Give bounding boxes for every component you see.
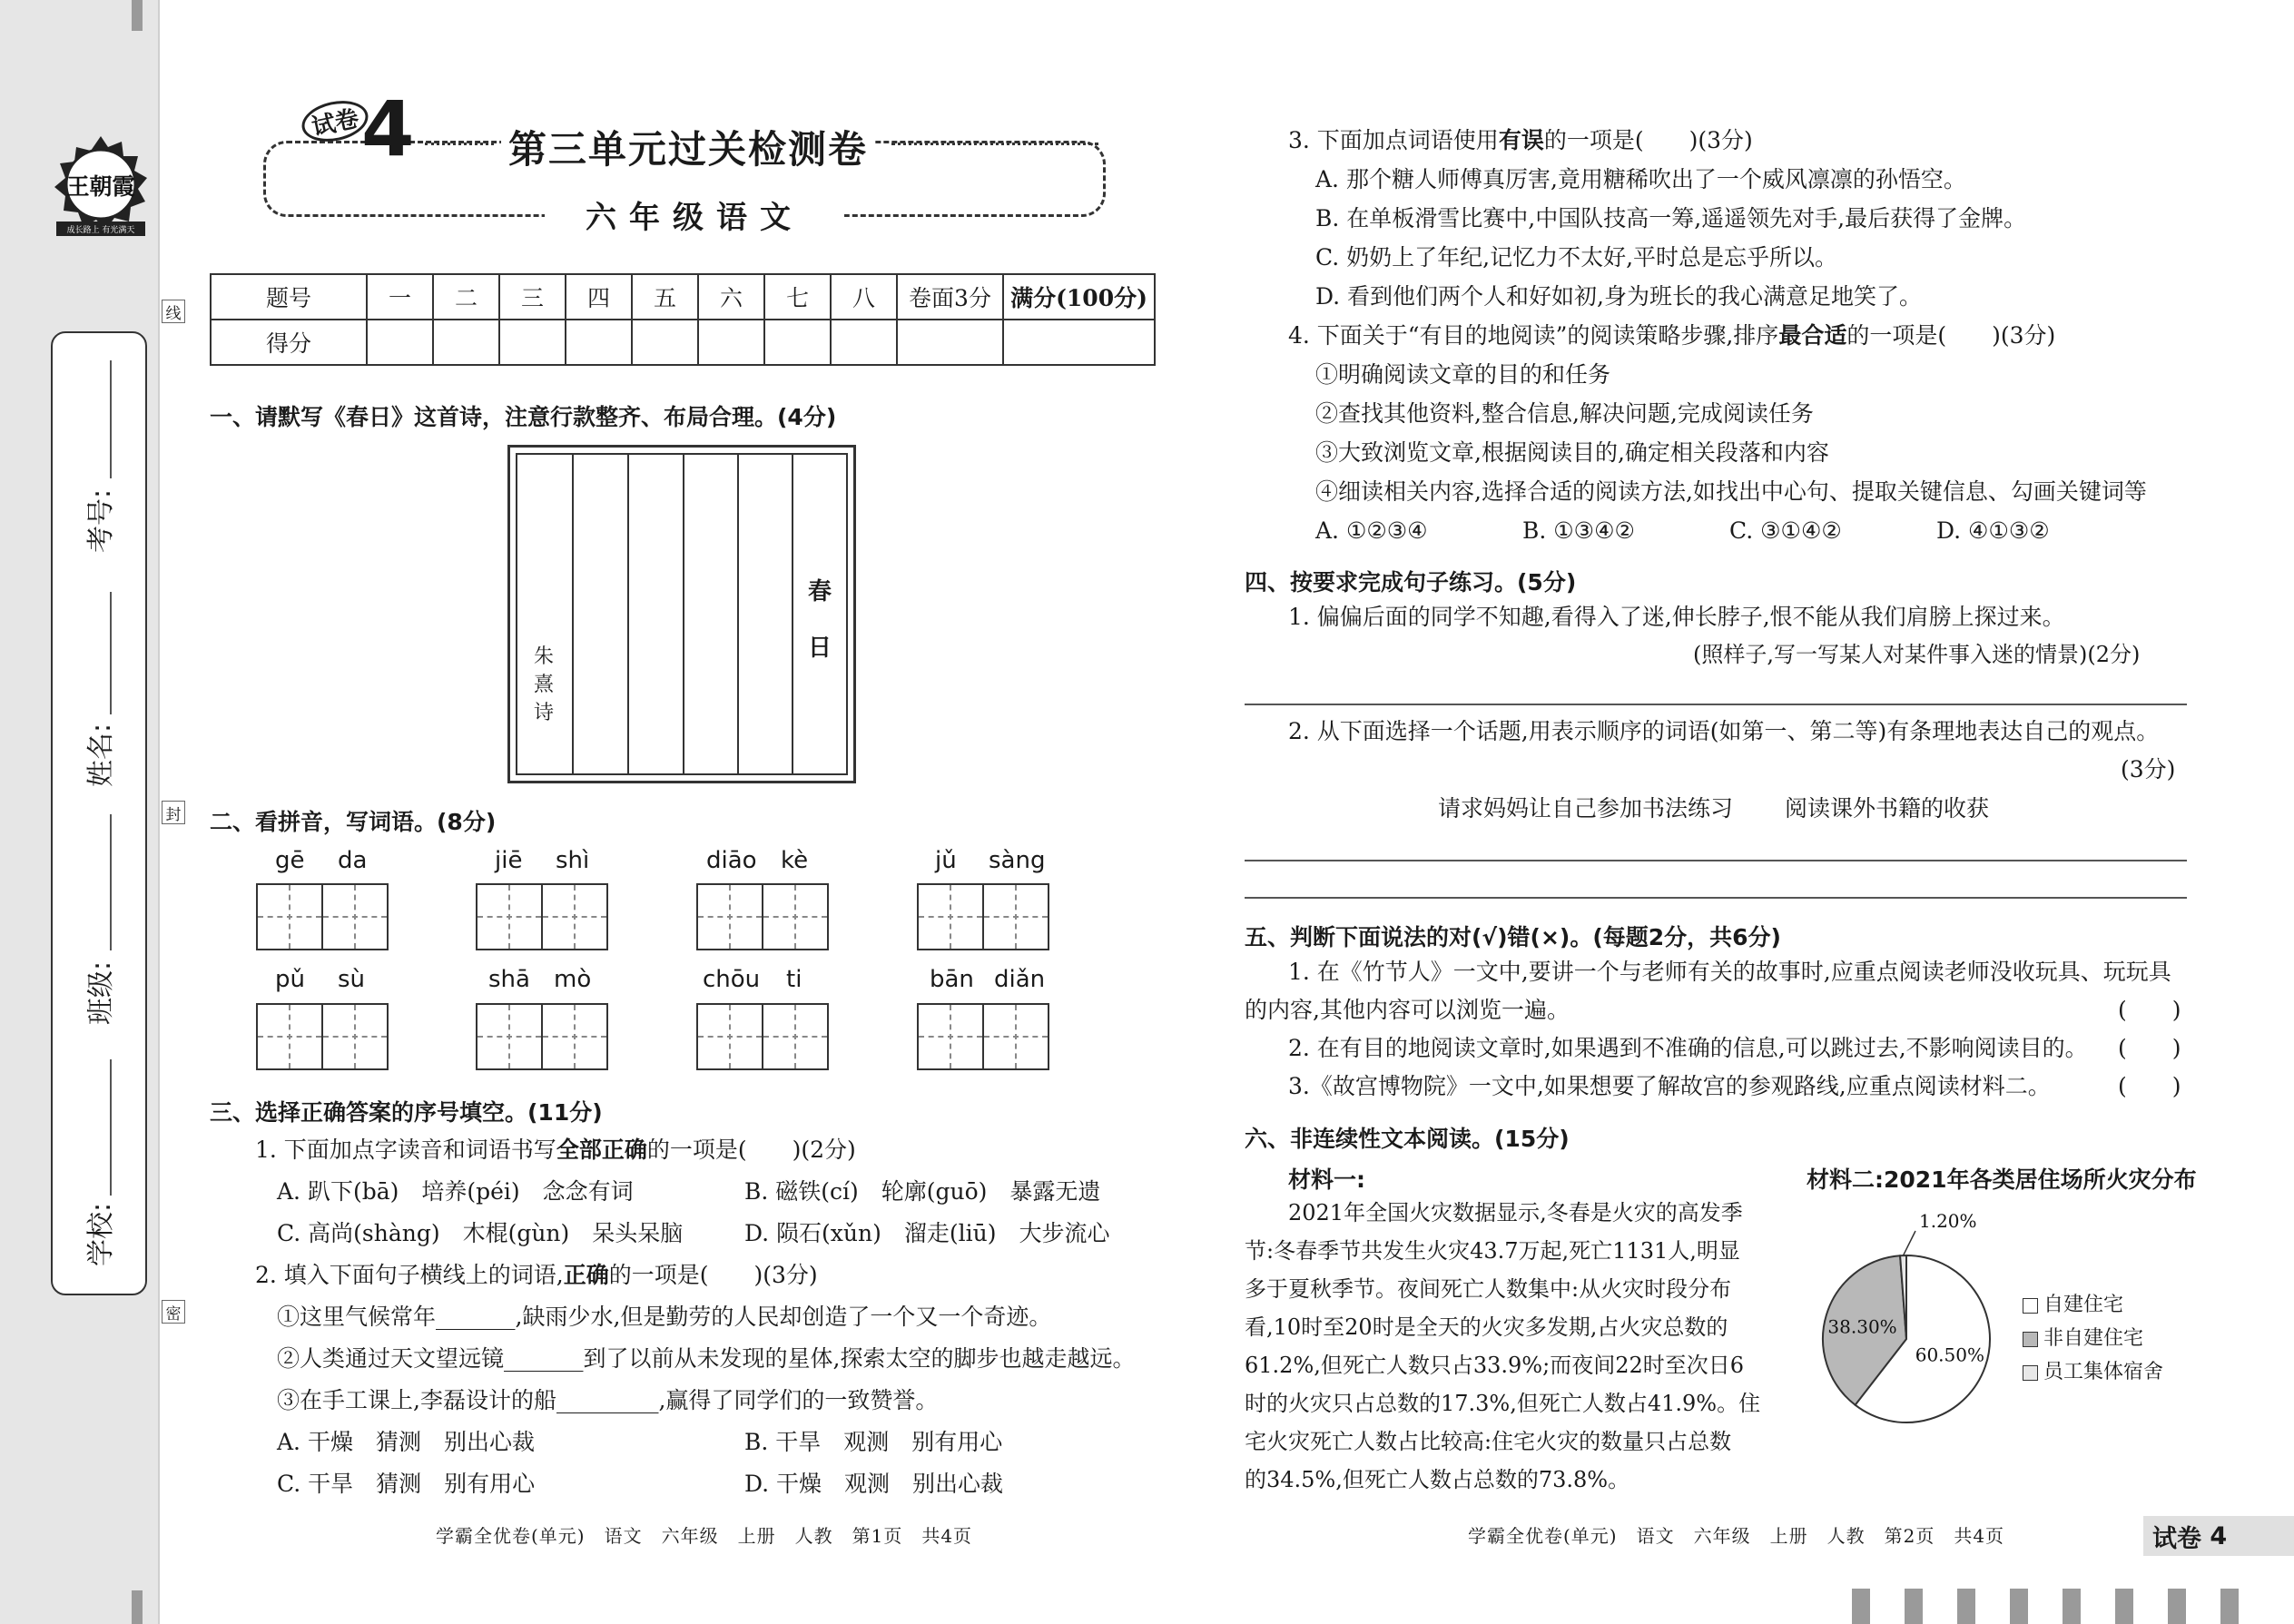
score-cell[interactable]: [897, 320, 1003, 365]
character-box[interactable]: [541, 883, 608, 950]
material-1-line: 看,10时至20时是全天的火灾多发期,占火灾总数的: [1245, 1314, 1728, 1340]
material-1-line: 时的火灾只占总数的17.3%,但死亡人数占41.9%。住: [1245, 1391, 1761, 1416]
character-box[interactable]: [476, 883, 543, 950]
q3-2-sentence-2: ②人类通过天文望远镜_______到了以前从未发现的星体,探索太空的脚步也越走越远。: [277, 1345, 1136, 1372]
paper-tab-label: 试卷: [2152, 1524, 2201, 1553]
score-cell[interactable]: [433, 320, 499, 365]
footer-right: 学霸全优卷(单元) 语文 六年级 上册 人教 第2页 共4页: [1468, 1525, 2005, 1547]
s4-q2-score: (3分): [2121, 756, 2176, 782]
legend-label: 非自建住宅: [2043, 1327, 2144, 1350]
legend-item: [2023, 1289, 2123, 1317]
pinyin-syllable: shì: [556, 847, 590, 874]
pie-data-label: 1.20%: [1919, 1210, 1977, 1232]
score-header-cell: 八: [831, 274, 897, 320]
stem-text: 2. 填入下面句子横线上的词语,: [255, 1262, 564, 1288]
pinyin-syllable: da: [338, 847, 368, 874]
paper-number: 4: [361, 84, 415, 173]
score-table: [210, 273, 1156, 366]
poem-author-char: 朱: [534, 645, 555, 668]
name-line: [110, 592, 112, 714]
pinyin-syllable: sàng: [989, 847, 1046, 874]
registration-mark: [2063, 1589, 2081, 1624]
material-1-line: 的34.5%,但死亡人数占总数的73.8%。: [1245, 1467, 1630, 1492]
character-box[interactable]: [256, 883, 323, 950]
poem-grid[interactable]: [507, 445, 856, 783]
section-6-heading: 六、非连续性文本阅读。(15分): [1245, 1126, 1570, 1152]
material-2-title: 材料二:2021年各类居住场所火灾分布: [1807, 1166, 2197, 1193]
q3-2-sentence-3: ③在手工课上,李磊设计的船_________,赢得了同学们的一致赞誉。: [277, 1387, 939, 1413]
score-header-cell: 卷面3分: [897, 274, 1003, 320]
page-subtitle: 六年级语文: [545, 192, 844, 237]
pinyin-syllable: chōu: [703, 966, 761, 993]
topic-option-1: 请求妈妈让自己参加书法练习: [1438, 795, 1734, 822]
pinyin-syllable: diāo: [706, 847, 757, 874]
section-1-heading: 一、请默写《春日》这首诗，注意行款整齐、布局合理。(4分): [210, 404, 837, 430]
registration-mark: [1852, 1589, 1870, 1624]
exam-number-line: [110, 360, 112, 478]
pie-data-label: 60.50%: [1915, 1343, 1985, 1366]
footer-left: 学霸全优卷(单元) 语文 六年级 上册 人教 第1页 共4页: [436, 1525, 973, 1547]
paper-tab: [2143, 1516, 2294, 1556]
option-d[interactable]: D. 陨石(xǔn) 溜走(liū) 大步流心: [744, 1220, 1110, 1246]
poem-title-char: 日: [808, 635, 832, 662]
stem-text: 3. 下面加点词语使用: [1288, 127, 1499, 153]
option-b[interactable]: B. 磁铁(cí) 轮廓(guō) 暴露无遗: [744, 1178, 1101, 1205]
pinyin-syllable: ti: [786, 966, 802, 993]
option-b[interactable]: B. 在单板滑雪比赛中,中国队技高一筹,遥遥领先对手,最后获得了金牌。: [1315, 205, 2027, 231]
legend-item: [2023, 1323, 2143, 1351]
s5-q3: 3.《故宫博物院》一文中,如果想要了解故宫的参观路线,应重点阅读材料二。: [1288, 1073, 2051, 1099]
option-d[interactable]: D. 干燥 观测 别出心裁: [744, 1471, 1004, 1497]
character-box[interactable]: [982, 883, 1049, 950]
cut-label-line: 线: [162, 300, 185, 323]
logo-emblem-icon: [51, 134, 151, 241]
pie-leader-line: [1904, 1231, 1915, 1255]
stem-text: 的一项是( )(2分): [646, 1137, 856, 1163]
pinyin-syllable: sù: [338, 966, 366, 993]
pinyin-syllable: gē: [275, 847, 305, 874]
answer-line[interactable]: [1245, 704, 2187, 705]
q3-4-step-3: ③大致浏览文章,根据阅读目的,确定相关段落和内容: [1315, 439, 1829, 466]
school-label: 学校:: [85, 1202, 117, 1266]
score-cell[interactable]: [831, 320, 897, 365]
option-d[interactable]: D. ④①③②: [1936, 517, 2050, 544]
option-b[interactable]: B. 干旱 观测 别有用心: [744, 1429, 1003, 1455]
character-box[interactable]: [321, 883, 389, 950]
character-box[interactable]: [541, 1003, 608, 1070]
judgement-blank[interactable]: ( ): [2118, 1073, 2181, 1099]
stem-emphasis: 全部正确: [556, 1137, 647, 1163]
registration-mark: [2220, 1589, 2239, 1624]
s4-q1-note: (照样子,写一写某人对某件事入迷的情景)(2分): [1693, 642, 2141, 667]
score-cell[interactable]: [698, 320, 764, 365]
material-1-title: 材料一:: [1288, 1166, 1365, 1193]
exam-number-field[interactable]: [53, 360, 145, 551]
page-title: 第三单元过关检测卷: [501, 120, 875, 174]
name-label: 姓名:: [85, 723, 117, 787]
poem-title-char: 春: [808, 578, 832, 605]
q3-2-sentence-1: ①这里气候常年_______,缺雨少水,但是勤劳的人民却创造了一个又一个奇迹。: [277, 1304, 1052, 1330]
pinyin-syllable: jǔ: [935, 847, 957, 874]
registration-mark: [2010, 1589, 2028, 1624]
poem-author-char: 熹: [534, 674, 555, 696]
class-field[interactable]: [53, 814, 145, 1023]
option-a[interactable]: A. ①②③④: [1315, 517, 1428, 544]
logo-slogan: 成长路上 有光满天: [66, 226, 135, 235]
legend-swatch: [2023, 1332, 2038, 1347]
q3-4-step-2: ②查找其他资料,整合信息,解决问题,完成阅读任务: [1315, 400, 1814, 427]
score-header-cell: 四: [566, 274, 632, 320]
character-box[interactable]: [476, 1003, 543, 1070]
pinyin-syllable: shā: [488, 966, 530, 993]
q3-1-stem: [255, 1137, 856, 1164]
name-field[interactable]: [53, 592, 145, 787]
pie-chart: [1807, 1207, 2006, 1434]
character-box[interactable]: [321, 1003, 389, 1070]
score-cell[interactable]: [367, 320, 433, 365]
answer-line[interactable]: [1245, 897, 2187, 899]
score-header-cell: 六: [698, 274, 764, 320]
stem-emphasis: 最合适: [1778, 322, 1847, 349]
character-box[interactable]: [917, 1003, 984, 1070]
option-c[interactable]: C. 高尚(shàng) 木棍(gùn) 呆头呆脑: [277, 1220, 684, 1246]
legend-swatch: [2023, 1298, 2038, 1314]
logo-text: 王朝霞: [66, 173, 135, 200]
answer-line[interactable]: [1245, 860, 2187, 861]
cut-label-seal: 封: [162, 801, 185, 824]
score-header-cell: 三: [499, 274, 566, 320]
registration-mark: [2168, 1589, 2186, 1624]
character-box[interactable]: [762, 1003, 829, 1070]
pinyin-syllable: mò: [554, 966, 592, 993]
legend-item: [2023, 1356, 2163, 1384]
character-box[interactable]: [696, 883, 763, 950]
score-header-cell: 七: [764, 274, 831, 320]
pinyin-syllable: diǎn: [994, 966, 1046, 993]
stem-text: 的一项是( )(3分): [1846, 322, 2056, 349]
brand-logo: [51, 134, 151, 241]
score-header-cell: 题号: [211, 274, 367, 320]
pinyin-syllable: bān: [930, 966, 974, 993]
cut-label-secret: 密: [162, 1300, 185, 1324]
option-d[interactable]: D. 看到他们两个人和好如初,身为班长的我心满意足地笑了。: [1315, 283, 1922, 310]
registration-mark: [132, 0, 143, 31]
option-b[interactable]: B. ①③④②: [1522, 517, 1635, 544]
option-c[interactable]: C. 干旱 猜测 别有用心: [277, 1471, 536, 1497]
registration-mark: [1957, 1589, 1975, 1624]
pinyin-syllable: jiē: [495, 847, 523, 874]
section-2-heading: 二、看拼音，写词语。(8分): [210, 809, 497, 835]
poem-author-char: 诗: [534, 702, 555, 724]
registration-mark: [2115, 1589, 2133, 1624]
binding-edge: [158, 0, 160, 1624]
school-field[interactable]: [53, 1059, 145, 1268]
stem-emphasis: 正确: [563, 1262, 609, 1288]
stem-text: 的一项是( )(3分): [608, 1262, 818, 1288]
class-line: [110, 814, 112, 950]
pinyin-syllable: pǔ: [275, 966, 305, 993]
pinyin-syllable: kè: [781, 847, 809, 874]
score-cell[interactable]: [632, 320, 698, 365]
s5-q1-line-1: 1. 在《竹节人》一文中,要讲一个与老师有关的故事时,应重点阅读老师没收玩具、玩玩具: [1288, 959, 2171, 985]
score-header-cell: 满分(100分): [1003, 274, 1155, 320]
material-1-line: 节:冬春季节共发生火灾43.7万起,死亡1131人,明显: [1245, 1238, 1740, 1264]
character-box[interactable]: [917, 883, 984, 950]
s5-q1-line-2: 的内容,其他内容可以浏览一遍。: [1245, 997, 1570, 1023]
material-1-line: 多于夏秋季节。夜间死亡人数集中:从火灾时段分布: [1245, 1276, 1732, 1302]
score-header-cell: 二: [433, 274, 499, 320]
student-info-box: [51, 331, 147, 1295]
stem-emphasis: 有误: [1498, 127, 1544, 153]
q3-3-stem: [1288, 127, 1753, 154]
s4-q1: 1. 偏偏后面的同学不知趣,看得入了迷,伸长脖子,恨不能从我们肩膀上探过来。: [1288, 604, 2065, 630]
stem-text: 4. 下面关于“有目的地阅读”的阅读策略步骤,排序: [1288, 322, 1779, 349]
registration-mark: [1905, 1589, 1923, 1624]
section-4-heading: 四、按要求完成句子练习。(5分): [1245, 569, 1577, 595]
topic-option-2: 阅读课外书籍的收获: [1785, 795, 1990, 822]
material-1-line: 宅火灾死亡人数占比较高:住宅火灾的数量只占总数: [1245, 1429, 1732, 1454]
score-table-header-row: [211, 274, 1155, 320]
material-1-line: 61.2%,但死亡人数只占33.9%;而夜间22时至次日6: [1245, 1353, 1745, 1378]
section-3-heading: 三、选择正确答案的序号填空。(11分): [210, 1099, 603, 1126]
legend-swatch: [2023, 1365, 2038, 1381]
option-c[interactable]: C. 奶奶上了年纪,记忆力不太好,平时总是忘乎所以。: [1315, 244, 1838, 271]
q3-4-stem: [1288, 322, 2055, 349]
score-header-cell: 五: [632, 274, 698, 320]
title-dash-right: [891, 143, 1098, 145]
q3-2-stem: [255, 1262, 818, 1289]
character-box[interactable]: [696, 1003, 763, 1070]
score-cell[interactable]: [499, 320, 566, 365]
exam-number-label: 考号:: [85, 488, 117, 553]
stem-text: 1. 下面加点字读音和词语书写: [255, 1137, 556, 1163]
material-1-line: 2021年全国火灾数据显示,冬春是火灾的高发季: [1245, 1200, 1743, 1225]
score-cell[interactable]: [764, 320, 831, 365]
paper-badge: 试卷: [298, 95, 371, 147]
q3-4-step-4: ④细读相关内容,选择合适的阅读方法,如找出中心句、提取关键信息、勾画关键词等: [1315, 478, 2147, 505]
title-dash-left: [425, 143, 494, 145]
character-box[interactable]: [256, 1003, 323, 1070]
s5-q2: 2. 在有目的地阅读文章时,如果遇到不准确的信息,可以跳过去,不影响阅读目的。: [1288, 1035, 2088, 1061]
score-cell[interactable]: [1003, 320, 1155, 365]
option-c[interactable]: C. ③①④②: [1729, 517, 1842, 544]
stem-text: 的一项是( )(3分): [1543, 127, 1753, 153]
score-row-label: 得分: [211, 320, 367, 365]
class-label: 班级:: [85, 960, 117, 1025]
score-header-cell: 一: [367, 274, 433, 320]
score-cell[interactable]: [566, 320, 632, 365]
s4-q2: 2. 从下面选择一个话题,用表示顺序的词语(如第一、第二等)有条理地表达自己的观点。: [1288, 718, 2160, 744]
judgement-blank[interactable]: ( ): [2118, 1035, 2181, 1061]
legend-label: 自建住宅: [2043, 1294, 2124, 1316]
score-table-score-row: [211, 320, 1155, 365]
judgement-blank[interactable]: ( ): [2118, 997, 2181, 1023]
character-box[interactable]: [982, 1003, 1049, 1070]
section-5-heading: 五、判断下面说法的对(√)错(×)。(每题2分，共6分): [1245, 924, 1781, 950]
option-a[interactable]: A. 趴下(bā) 培养(péi) 念念有词: [277, 1178, 634, 1205]
option-a[interactable]: A. 干燥 猜测 别出心裁: [277, 1429, 535, 1455]
paper-tab-number: 4: [2210, 1521, 2228, 1550]
option-a[interactable]: A. 那个糖人师傅真厉害,竟用糖稀吹出了一个威风凛凛的孙悟空。: [1315, 166, 1966, 192]
character-box[interactable]: [762, 883, 829, 950]
legend-label: 员工集体宿舍: [2043, 1361, 2164, 1383]
q3-4-step-1: ①明确阅读文章的目的和任务: [1315, 361, 1611, 388]
registration-mark: [132, 1590, 143, 1624]
pie-data-label: 38.30%: [1827, 1315, 1897, 1338]
school-line: [110, 1059, 112, 1196]
